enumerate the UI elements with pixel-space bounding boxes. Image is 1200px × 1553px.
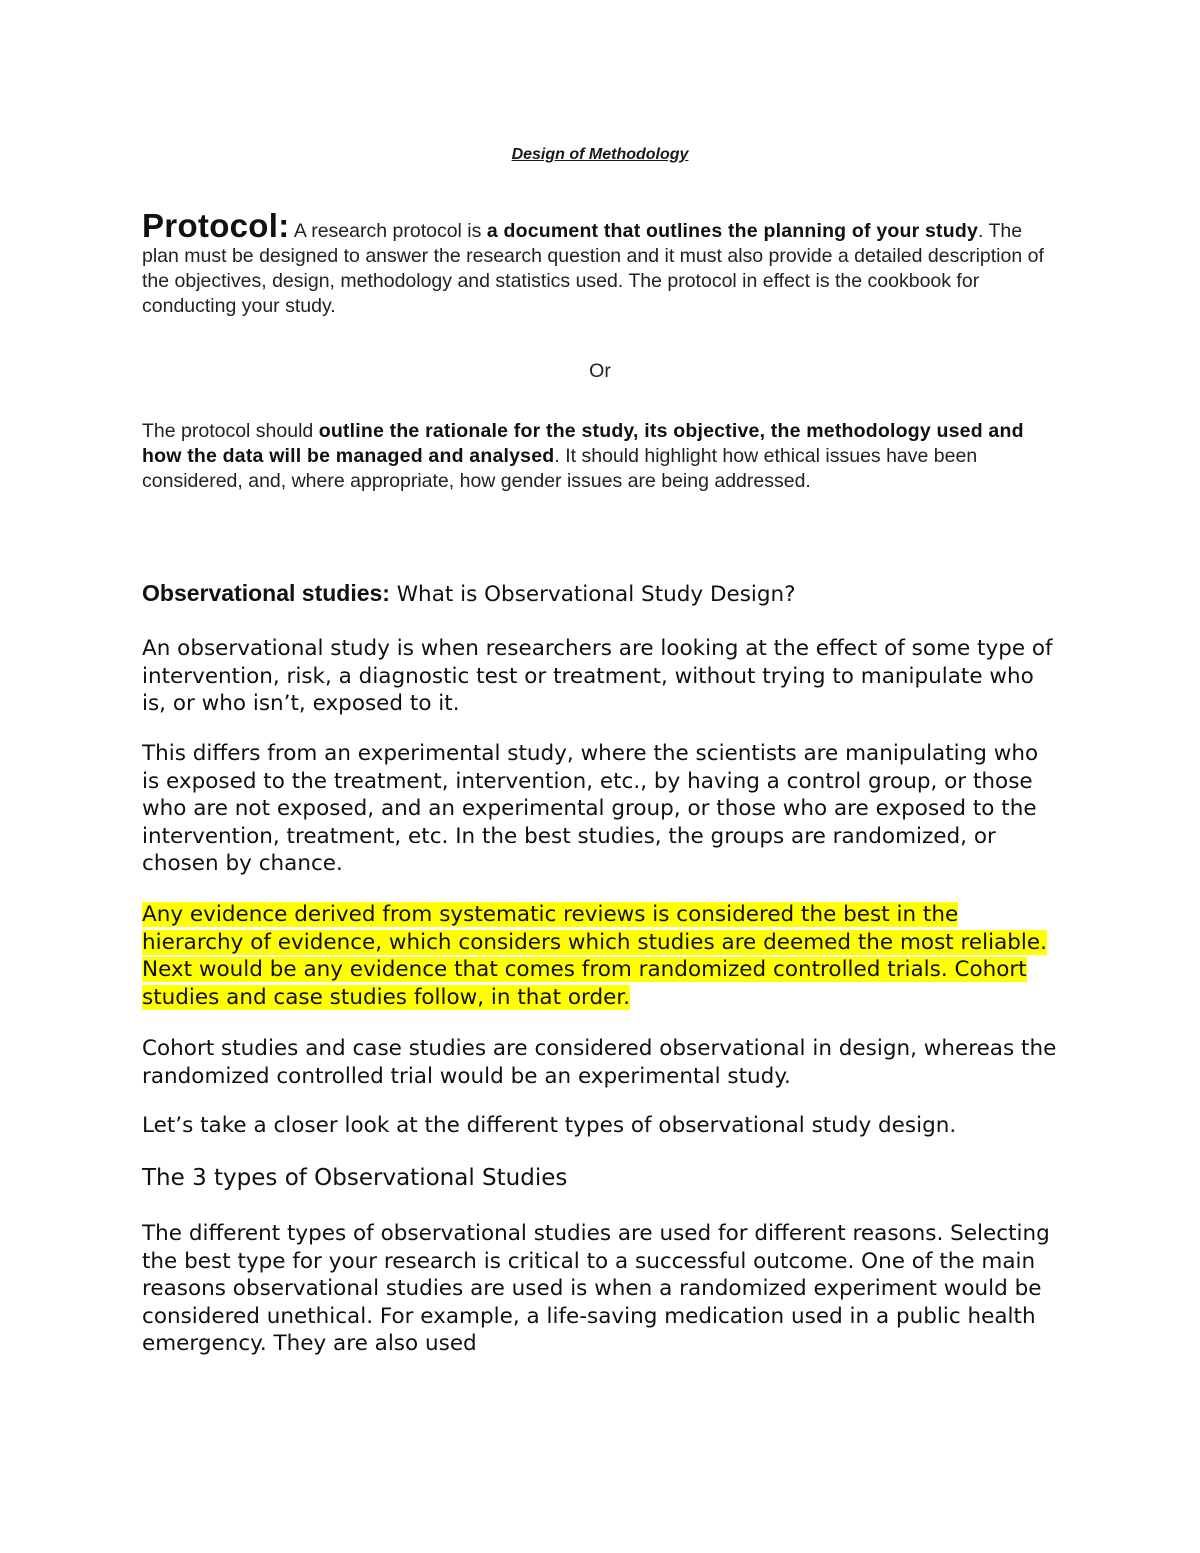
protocol-alt-intro: The protocol should: [142, 420, 319, 442]
types-paragraph: The different types of observational studies are used for different reasons. Selecting the best type for your research is critical to a successful outcome. One of the main reasons observational studies are used is when a randomized experiment would be considered unethical. For example, a life-saving medication used in a public health emergency. They are also used: [142, 1221, 1050, 1356]
observational-heading: Observational studies:: [142, 580, 390, 606]
protocol-bold-definition: a document that outlines the planning of your study: [486, 220, 979, 242]
protocol-rest: . The plan must be designed to answer the research question and it must also provide a detailed description of the objectives, design, methodology and statistics used. The protocol in effect is the cookbook for conducting your study.: [142, 220, 1044, 317]
protocol-alt-bold: outline the rationale for the study, its objective, the methodology used and how the data will be managed and analysed: [142, 420, 1024, 467]
or-separator: Or: [589, 360, 611, 382]
protocol-paragraph: [142, 207, 1062, 319]
types-heading: The 3 types of Observational Studies: [142, 1165, 568, 1191]
protocol-intro: A research protocol is: [289, 220, 487, 242]
observational-question: What is Observational Study Design?: [389, 582, 796, 607]
observational-heading-line: [142, 579, 1062, 609]
observational-paragraph-5: Let’s take a closer look at the different types of observational study design.: [142, 1113, 957, 1138]
observational-paragraph-4: Cohort studies and case studies are considered observational in design, whereas the randomized controlled trial would be an experimental study.: [142, 1036, 1057, 1089]
highlighted-paragraph: [142, 901, 1062, 1011]
protocol-alt-rest: . It should highlight how ethical issues have been considered, and, where appropriate, how gender issues are being addressed.: [142, 445, 978, 492]
protocol-heading: Protocol:: [142, 207, 290, 244]
highlighted-text: Any evidence derived from systematic reviews is considered the best in the hierarchy of evidence, which considers which studies are deemed the most reliable. Next would be any evidence that comes from randomized controlled trials. Cohort studies and case studies follow, in that order.: [142, 902, 1047, 1010]
document-title: Design of Methodology: [511, 146, 689, 163]
protocol-alt-paragraph: [142, 419, 1062, 494]
observational-paragraph-1: An observational study is when researchers are looking at the effect of some type of intervention, risk, a diagnostic test or treatment, without trying to manipulate who is, or who isn’t, exposed to it.: [142, 636, 1053, 716]
observational-paragraph-2: This differs from an experimental study, where the scientists are manipulating who is exposed to the treatment, intervention, etc., by having a control group, or those who are not exposed, and an experimental group, or those who are exposed to the intervention, treatment, etc. In the best studies, the groups are randomized, or chosen by chance.: [142, 741, 1039, 876]
